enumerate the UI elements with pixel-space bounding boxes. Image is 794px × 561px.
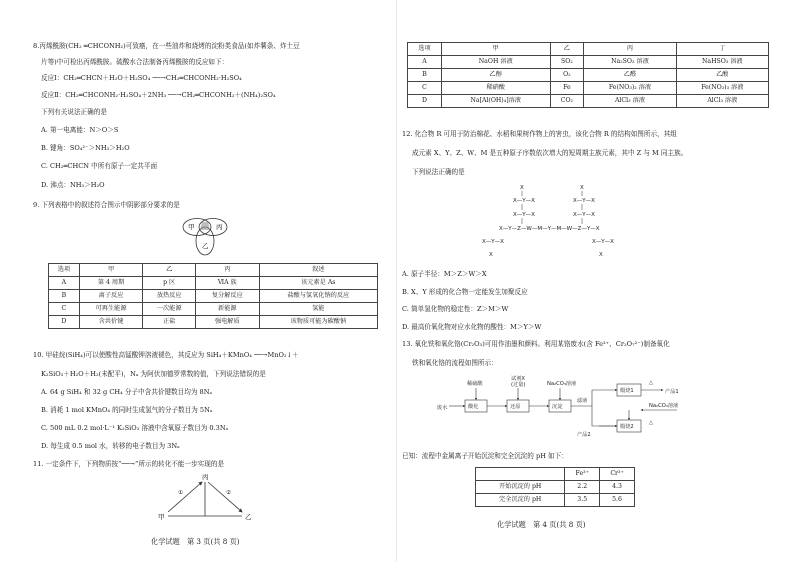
table-cell: 2.2 [565,481,600,494]
node-yi: 乙 [245,513,252,521]
table-row [49,316,378,329]
flow-box-acidify: 酸化 [468,404,479,410]
venn-label-bing: 丙 [216,223,223,231]
table-header-cell: Fe³⁺ [565,468,600,481]
arrow-label-1: ① [178,490,183,496]
table-cell: 4.3 [600,481,635,494]
q12-option-b: B. X、Y 形成的化合物一定能发生加聚反应 [402,288,528,296]
footer-page-3: 化学试题 第 3 页(共 8 页) [151,537,240,546]
flow-product-1: 产品1 [665,389,679,395]
svg-text:X—Y—Z—W—M—Y—M—W—Z—Y—X: X—Y—Z—W—M—Y—M—W—Z—Y—X [499,226,600,232]
venn-diagram [180,216,232,260]
q11-stem: 11. 一定条件下，下列物质按“──→”所示的转化不能一步实现的是 [33,460,225,468]
table-cell: 该物质可能为碳酸钠 [259,316,377,329]
table-header-cell: 丙 [196,264,260,277]
svg-text:X: X [599,252,603,258]
table-cell: C [49,303,80,316]
q11-options-table [407,42,769,108]
table-header-cell: 选项 [408,43,442,56]
table-cell: 5.6 [600,494,635,507]
flow-heat-1: △ [649,380,653,386]
flow-reagent-sulfuric: 稀硫酸 [467,381,483,387]
q12-stem: 12. 化合物 R 可用于防治棉花、水稻和果树作物上的害虫，该化合物 R 的结构如图所示，其组 [402,130,677,138]
table-row [408,95,769,108]
q9-stem: 9. 下列表格中的叙述符合图示中阴影部分要求的是 [33,201,180,209]
q12-option-a: A. 原子半径：M＞Z＞W＞X [402,270,487,278]
page-divider [396,0,397,561]
table-header-cell [476,468,565,481]
table-cell: ⅥA 族 [196,277,260,290]
table-cell: Fe(NO₃)₃ 溶液 [676,82,768,95]
q13-stem: 13. 氧化铁和氧化铬(Cr₂O₃)可用作油墨和颜料。利用某铬废水(含 Fe³⁺、Cr₂O₇²⁻)制备氧化 [402,340,670,348]
flow-box-precipitate: 沉淀 [552,404,563,410]
node-bing: 丙 [202,473,209,481]
flow-filtrate: 滤液 [577,398,588,404]
q10-option-c: C. 500 mL 0.2 mol·L⁻¹ K₂SiO₃ 溶液中含氧原子数目为 0.3Nₐ [41,424,229,432]
table-cell: 第 4 周期 [79,277,143,290]
flow-reagent-x-excess: (过量) [511,382,526,388]
table-cell: Fe [550,82,584,95]
svg-text:X—Y—X: X—Y—X [513,212,535,218]
table-header-cell: 乙 [143,264,196,277]
venn-label-yi: 乙 [202,242,209,250]
table-header-cell: 选项 [49,264,80,277]
table-cell: 含共价键 [79,316,143,329]
table-header-cell: 甲 [441,43,550,56]
q8-reaction-1: 反应Ⅰ：CH₂═CHCN＋H₂O＋H₂SO₄ ──→CH₂═CHCONH₂·H₂SO₄ [41,74,242,82]
table-cell: AlCl₃ 溶液 [584,95,676,108]
q12-option-d: D. 最高价氧化物对应水化物的酸性：M＞Y＞W [402,323,542,331]
flow-box-reduce: 还原 [510,404,521,410]
table-cell: A [49,277,80,290]
q12-stem-3: 下列说法正确的是 [412,168,465,176]
table-cell: 氢能 [259,303,377,316]
table-cell: C [408,82,442,95]
svg-text:X: X [580,185,584,191]
q8-option-c: C. CH₂═CHCN 中所有原子一定共平面 [41,162,158,170]
flow-feed: 废水 [437,405,448,411]
table-row [476,481,635,494]
q8-stem-2: 片等)中可检出丙烯酰胺。硫酸水合法制备丙烯酰胺的反应如下： [41,58,229,66]
flow-reagent-na2co3-2: Na₂CO₃溶液 [649,403,679,409]
table-cell: 该元素是 As [259,277,377,290]
table-row [476,494,635,507]
table-row [49,303,378,316]
compound-r-structure [477,180,627,262]
table-cell: 3.5 [565,494,600,507]
table-header-cell: 甲 [79,264,143,277]
table-row [49,290,378,303]
table-row [49,277,378,290]
table-row [408,82,769,95]
table-cell: 放热反应 [143,290,196,303]
flow-product-2: 产品2 [577,432,591,438]
venn-label-jia: 甲 [188,223,195,231]
q8-option-d: D. 沸点：NH₃＞H₂O [41,181,105,189]
q10-stem-2: K₂SiO₃＋H₂O＋H₂(未配平)，Nₐ 为阿伏加德罗常数的值，下列说法错误的是 [41,370,266,378]
table-cell: 可再生能源 [79,303,143,316]
arrow-label-2: ② [226,490,231,496]
q13-stem-2: 铁和氧化铬的流程如图所示： [412,359,498,367]
svg-text:X—Y—X: X—Y—X [573,198,595,204]
table-cell: 盐酸与氢氧化钠的反应 [259,290,377,303]
table-cell: D [49,316,80,329]
table-cell: 离子反应 [79,290,143,303]
flow-heat-2: △ [649,420,653,426]
table-cell: AlCl₃ 溶液 [676,95,768,108]
table-cell: 新能源 [196,303,260,316]
flow-reagent-x: 试剂X [511,376,525,382]
table-cell: B [408,69,442,82]
q12-option-c: C. 简单氢化物的稳定性：Z＞M＞W [402,305,509,313]
q13-note: 已知：流程中金属离子开始沉淀和完全沉淀的 pH 如下： [402,452,568,460]
table-cell: A [408,56,442,69]
table-header-row [49,264,378,277]
table-cell: Na[Al(OH)₄]溶液 [441,95,550,108]
table-cell: 乙醇 [441,69,550,82]
table-cell: 强电解质 [196,316,260,329]
table-cell: 乙醛 [584,69,676,82]
table-cell: 一次能源 [143,303,196,316]
q10-option-a: A. 64 g SiH₄ 和 32 g CH₄ 分子中含共价键数目均为 8Nₐ [41,388,213,396]
footer-page-4: 化学试题 第 4 页(共 8 页) [497,520,586,529]
table-cell: NaOH 溶液 [441,56,550,69]
table-header-cell: 丙 [584,43,676,56]
q12-stem-2: 成元素 X、Y、Z、W、M 是五种原子序数依次增大的短周期主族元素，其中 Z 与 M 同主族。 [412,149,688,157]
svg-text:X—Y—X: X—Y—X [592,239,614,245]
q9-table [48,263,378,329]
svg-text:X: X [520,185,524,191]
q8-option-b: B. 键角：SO₄²⁻＞NH₃＞H₂O [41,144,130,152]
q11-transformation-diagram [150,472,260,522]
table-cell: SO₂ [550,56,584,69]
flow-box-calcine-1: 煅烧1 [620,388,634,394]
svg-text:X—Y—X: X—Y—X [573,212,595,218]
q10-option-b: B. 消耗 1 mol KMnO₄ 的同时生成氢气的分子数目为 5Nₐ [41,406,213,414]
table-cell: D [408,95,442,108]
node-jia: 甲 [158,513,165,521]
table-cell: 完全沉淀的 pH [476,494,565,507]
table-header-cell: 乙 [550,43,584,56]
table-header-cell: 丁 [676,43,768,56]
table-header-cell: 叙述 [259,264,377,277]
table-row [408,56,769,69]
table-cell: NaHSO₃ 溶液 [676,56,768,69]
table-cell: 开始沉淀的 pH [476,481,565,494]
table-cell: 乙酸 [676,69,768,82]
table-cell: p 区 [143,277,196,290]
process-flow-diagram [437,374,717,444]
table-cell: 正盐 [143,316,196,329]
table-cell: 复分解反应 [196,290,260,303]
svg-text:X: X [489,252,493,258]
table-cell: Na₂SO₃ 溶液 [584,56,676,69]
ph-table [475,467,635,507]
table-cell: CO₂ [550,95,584,108]
table-header-row [476,468,635,481]
q8-question: 下列有关说法正确的是 [41,108,107,116]
q8-option-a: A. 第一电离能：N＞O＞S [41,126,119,134]
q10-stem: 10. 甲硅烷(SiH₄)可以使酸性高锰酸钾溶液褪色，其反应为 SiH₄＋KMnO₄ ──→MnO₂↓＋ [33,351,299,359]
table-row [408,69,769,82]
table-cell: 稀硝酸 [441,82,550,95]
svg-text:X—Y—X: X—Y—X [513,198,535,204]
table-header-row [408,43,769,56]
svg-text:X—Y—X: X—Y—X [482,239,504,245]
table-header-cell: Cr³⁺ [600,468,635,481]
flow-box-calcine-2: 煅烧2 [620,424,634,430]
flow-reagent-na2co3: Na₂CO₃溶液 [547,381,577,387]
table-cell: O₂ [550,69,584,82]
table-cell: B [49,290,80,303]
table-cell: Fe(NO₃)₂ 溶液 [584,82,676,95]
q10-option-d: D. 每生成 0.5 mol 水，转移的电子数目为 3Nₐ [41,442,180,450]
q8-stem: 8.丙烯酰胺(CH₂ ═CHCONH₂)可致癌，在一些油炸和烧烤的淀粉类食品(如炸薯条、炸土豆 [33,42,300,50]
q8-reaction-2: 反应Ⅱ：CH₂═CHCONH₂·H₂SO₄＋2NH₃ ──→CH₂═CHCONH₂＋(NH₄)₂SO₄ [41,91,276,99]
